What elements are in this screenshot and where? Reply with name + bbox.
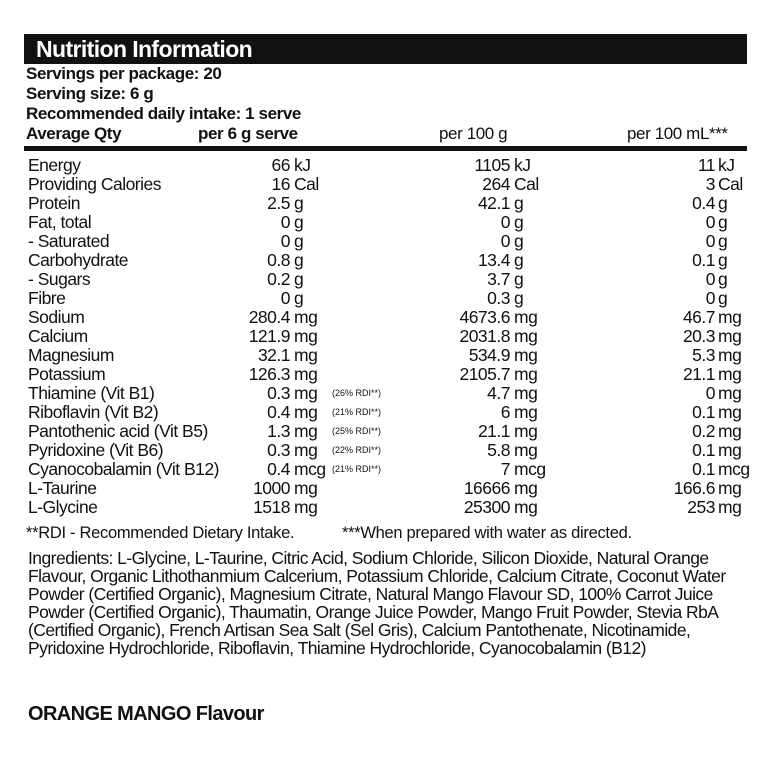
header-per-serve: per 6 g serve — [198, 124, 298, 143]
per-100ml-unit: g — [718, 193, 728, 213]
header-average-qty: Average Qty — [26, 124, 122, 143]
rdi-percent: (22% RDI**) — [332, 445, 382, 455]
per-100ml-unit: Cal — [718, 174, 743, 194]
rdi-percent: (25% RDI**) — [332, 426, 382, 436]
per-serve-value: 16 — [271, 174, 290, 194]
per-100g-unit: mg — [514, 383, 538, 403]
per-serve-unit: mg — [294, 497, 318, 517]
header-rule — [24, 146, 747, 151]
nutrient-name: L-Taurine — [28, 478, 97, 498]
per-serve-unit: mg — [294, 440, 318, 460]
nutrient-row — [24, 441, 747, 460]
nutrient-row — [24, 156, 747, 175]
nutrient-name: Potassium — [28, 364, 106, 384]
per-100ml-value: 0 — [705, 288, 715, 308]
per-100ml-value: 11 — [697, 155, 715, 175]
rdi-percent: (26% RDI**) — [332, 388, 382, 398]
per-100g-unit: mg — [514, 421, 538, 441]
per-100ml-value: 0.1 — [692, 440, 715, 460]
servings-per-package: Servings per package: 20 — [26, 64, 222, 83]
per-100g-value: 2105.7 — [459, 364, 510, 384]
per-serve-value: 2.5 — [267, 193, 290, 213]
per-100g-unit: g — [514, 288, 524, 308]
per-100ml-unit: g — [718, 250, 728, 270]
per-100g-unit: mg — [514, 345, 538, 365]
per-100g-value: 0.3 — [487, 288, 510, 308]
nutrient-row — [24, 365, 747, 384]
nutrient-name: Sodium — [28, 307, 85, 327]
per-serve-unit: g — [294, 250, 304, 270]
per-100ml-unit: mg — [718, 402, 742, 422]
per-100g-unit: mg — [514, 364, 538, 384]
nutrient-row — [24, 459, 750, 479]
nutrient-row — [24, 289, 747, 308]
per-100ml-value: 253 — [687, 497, 715, 517]
per-serve-unit: g — [294, 269, 304, 289]
per-serve-unit: mg — [294, 326, 318, 346]
per-100g-unit: mg — [514, 440, 538, 460]
per-100ml-unit: g — [718, 288, 728, 308]
per-100g-unit: Cal — [514, 174, 539, 194]
nutrient-name: Calcium — [28, 326, 88, 346]
per-100g-value: 7 — [500, 459, 510, 479]
nutrient-name: - Saturated — [28, 231, 110, 251]
per-100g-value: 1105 — [474, 155, 510, 175]
per-serve-value: 66 — [271, 155, 290, 175]
per-100g-unit: mg — [514, 307, 538, 327]
per-100g-value: 264 — [482, 174, 510, 194]
per-100ml-value: 3 — [705, 174, 715, 194]
per-100ml-value: 0 — [705, 383, 715, 403]
per-100ml-unit: g — [718, 212, 728, 232]
per-serve-value: 0 — [280, 231, 290, 251]
per-100g-value: 534.9 — [468, 345, 510, 365]
nutrient-row — [24, 498, 747, 517]
per-serve-unit: g — [294, 288, 304, 308]
per-100g-value: 0 — [500, 212, 510, 232]
per-100g-unit: g — [514, 269, 524, 289]
per-serve-unit: mg — [294, 364, 318, 384]
per-serve-value: 280.4 — [248, 307, 290, 327]
per-serve-value: 0.3 — [267, 383, 290, 403]
per-100g-value: 13.4 — [477, 250, 510, 270]
per-serve-unit: mg — [294, 383, 318, 403]
per-100ml-unit: mg — [718, 307, 742, 327]
per-serve-unit: mg — [294, 307, 318, 327]
nutrient-name: Fibre — [28, 288, 66, 308]
per-serve-value: 0 — [280, 288, 290, 308]
per-100g-value: 5.8 — [487, 440, 510, 460]
nutrient-name: Cyanocobalamin (Vit B12) — [28, 459, 219, 479]
nutrient-row — [24, 327, 747, 346]
per-100ml-value: 0.1 — [692, 459, 715, 479]
per-100ml-value: 0.1 — [692, 250, 715, 270]
nutrient-row — [24, 403, 747, 422]
nutrient-name: Thiamine (Vit B1) — [28, 383, 155, 403]
per-100ml-unit: mg — [718, 440, 742, 460]
per-serve-value: 121.9 — [248, 326, 290, 346]
per-100ml-unit: mg — [718, 364, 742, 384]
per-serve-value: 0.4 — [267, 402, 290, 422]
per-100g-value: 0 — [500, 231, 510, 251]
per-serve-unit: mcg — [294, 459, 326, 479]
per-100g-unit: mcg — [514, 459, 546, 479]
per-serve-value: 0.4 — [267, 459, 290, 479]
nutrient-row — [24, 270, 747, 289]
per-serve-value: 0.8 — [267, 250, 290, 270]
footnotes — [24, 523, 747, 543]
per-serve-unit: mg — [294, 402, 318, 422]
per-100ml-unit: g — [718, 269, 728, 289]
per-100ml-unit: mg — [718, 345, 742, 365]
per-serve-value: 126.3 — [248, 364, 290, 384]
per-serve-value: 0 — [280, 212, 290, 232]
per-serve-value: 1518 — [253, 497, 290, 517]
nutrient-name: Pyridoxine (Vit B6) — [28, 440, 164, 460]
rdi-percent: (21% RDI**) — [332, 464, 382, 474]
header-per-100g: per 100 g — [439, 124, 508, 143]
rdi-percent: (21% RDI**) — [332, 407, 382, 417]
footnote-water: ***When prepared with water as directed. — [342, 524, 632, 542]
column-headers — [24, 124, 747, 144]
per-100g-unit: mg — [514, 478, 538, 498]
per-100ml-value: 0 — [705, 212, 715, 232]
nutrient-name: Pantothenic acid (Vit B5) — [28, 421, 208, 441]
nutrient-name: Carbohydrate — [28, 250, 129, 270]
nutrient-row — [24, 422, 747, 441]
nutrition-title: Nutrition Information — [24, 34, 747, 64]
per-100ml-value: 0.4 — [692, 193, 715, 213]
per-100ml-value: 5.3 — [692, 345, 715, 365]
per-serve-unit: g — [294, 193, 304, 213]
per-100ml-unit: mg — [718, 478, 742, 498]
per-100ml-value: 20.3 — [682, 326, 715, 346]
per-100g-value: 4673.6 — [459, 307, 510, 327]
per-100ml-unit: kJ — [718, 155, 735, 175]
serving-size: Serving size: 6 g — [26, 84, 154, 103]
per-100g-unit: mg — [514, 402, 538, 422]
per-100g-unit: g — [514, 231, 524, 251]
per-100g-value: 16666 — [463, 478, 510, 498]
per-serve-unit: kJ — [294, 155, 311, 175]
per-100g-value: 21.1 — [477, 421, 510, 441]
per-100g-value: 2031.8 — [459, 326, 510, 346]
nutrient-name: Magnesium — [28, 345, 114, 365]
nutrient-rows — [24, 155, 750, 517]
nutrient-name: L-Glycine — [28, 497, 98, 517]
per-100ml-value: 0.1 — [692, 402, 715, 422]
per-100g-value: 4.7 — [487, 383, 510, 403]
per-100g-unit: g — [514, 250, 524, 270]
per-serve-value: 1.3 — [267, 421, 290, 441]
nutrient-name: Riboflavin (Vit B2) — [28, 402, 159, 422]
per-serve-unit: g — [294, 212, 304, 232]
recommended-intake: Recommended daily intake: 1 serve — [26, 104, 301, 123]
per-serve-value: 32.1 — [257, 345, 290, 365]
ingredients-text: Ingredients: L-Glycine, L-Taurine, Citric Acid, Sodium Chloride, Silicon Dioxide, Natural Orange Flavour, Organic Lithothanmium Calcerium, Potassium Chloride, Calcium Citrate, Coconut Water Powder (Certified Organic), Magnesium Citrate, Natural Mango Flavour SD, 100% Carrot Juice Powder (Certified Organic), Thaumatin, Orange Juice Powder, Mango Fruit Powder, Stevia RbA (Certified Organic), French Artisan Sea Salt (Sel Gris), Calcium Pantothenate, Nicotinamide, Pyridoxine Hydrochloride, Riboflavin, Thiamine Hydrochloride, Cyanocobalamin (B12) — [28, 548, 726, 658]
nutrient-row — [24, 308, 747, 327]
per-serve-value: 0.3 — [267, 440, 290, 460]
per-100ml-value: 0 — [705, 231, 715, 251]
header-per-100ml: per 100 mL*** — [627, 124, 728, 143]
per-serve-value: 0.2 — [267, 269, 290, 289]
per-100ml-unit: mg — [718, 421, 742, 441]
nutrient-row — [24, 213, 747, 232]
per-100ml-unit: mg — [718, 497, 742, 517]
nutrient-row — [24, 346, 747, 365]
per-100g-unit: g — [514, 212, 524, 232]
per-100g-unit: mg — [514, 497, 538, 517]
per-100ml-value: 21.1 — [682, 364, 715, 384]
nutrient-name: Energy — [28, 155, 81, 175]
nutrient-row — [24, 479, 747, 498]
nutrient-name: - Sugars — [28, 269, 91, 289]
per-100ml-value: 166.6 — [673, 478, 715, 498]
per-100ml-value: 0.2 — [692, 421, 715, 441]
per-100ml-value: 0 — [705, 269, 715, 289]
per-100g-unit: kJ — [514, 155, 531, 175]
flavour-label: ORANGE MANGO Flavour — [28, 703, 264, 725]
per-100ml-unit: mg — [718, 383, 742, 403]
per-100ml-unit: g — [718, 231, 728, 251]
nutrient-name: Protein — [28, 193, 80, 213]
per-serve-unit: mg — [294, 478, 318, 498]
nutrient-row — [24, 232, 747, 251]
nutrient-row — [24, 384, 747, 403]
nutrient-row — [24, 175, 747, 194]
nutrient-name: Providing Calories — [28, 174, 162, 194]
per-100ml-unit: mcg — [718, 459, 750, 479]
nutrient-row — [24, 251, 747, 270]
per-serve-unit: mg — [294, 421, 318, 441]
per-100g-value: 42.1 — [477, 193, 510, 213]
nutrient-row — [24, 194, 747, 213]
footnote-rdi: **RDI - Recommended Dietary Intake. — [26, 524, 295, 542]
nutrition-panel — [24, 34, 750, 658]
per-100ml-unit: mg — [718, 326, 742, 346]
per-100g-value: 6 — [500, 402, 510, 422]
per-serve-unit: mg — [294, 345, 318, 365]
per-100ml-value: 46.7 — [682, 307, 715, 327]
per-serve-unit: Cal — [294, 174, 319, 194]
per-serve-value: 1000 — [253, 478, 290, 498]
per-100g-unit: mg — [514, 326, 538, 346]
per-100g-value: 25300 — [463, 497, 510, 517]
nutrient-name: Fat, total — [28, 212, 92, 232]
per-serve-unit: g — [294, 231, 304, 251]
per-100g-value: 3.7 — [487, 269, 510, 289]
per-100g-unit: g — [514, 193, 524, 213]
